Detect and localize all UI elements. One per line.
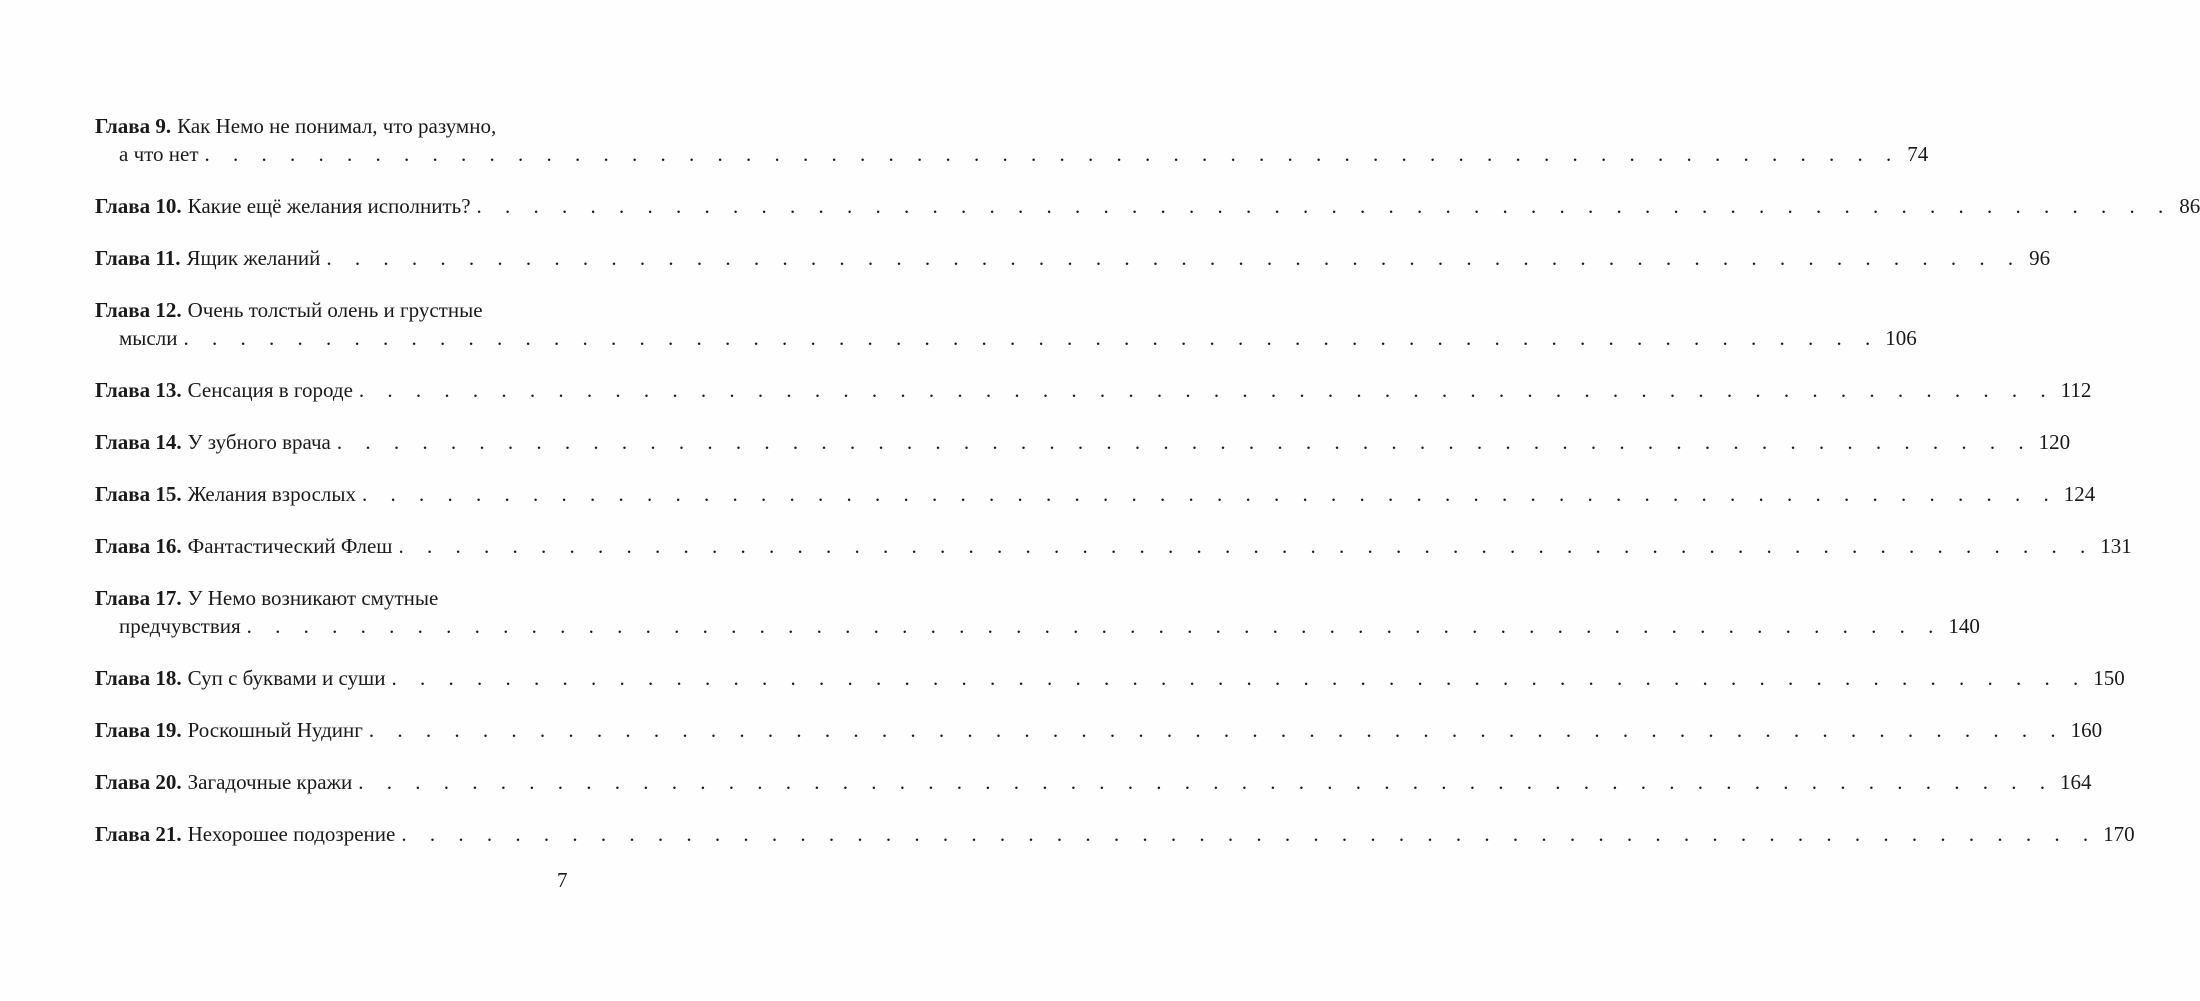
chapter-label: Глава 18. [95, 666, 182, 690]
chapter-page-number: 112 [2060, 378, 2092, 402]
table-of-contents [95, 112, 2200, 872]
toc-entry [95, 192, 2200, 220]
toc-entry-line [95, 820, 2135, 848]
dot-leader: . . . . . . . . . . . . . . . . . . . . . . . . . . . . . . . . . . . . . . . . . . . . . . . . . . . . . . . . . . . . [358, 378, 2055, 402]
toc-entry-line [95, 664, 2125, 692]
toc-entry-line [95, 244, 2051, 272]
chapter-title: Суп с буквами и суши [187, 666, 386, 690]
toc-entry [95, 768, 2092, 796]
chapter-label: Глава 11. [95, 246, 181, 270]
dot-leader: . . . . . . . . . . . . . . . . . . . . . . . . . . . . . . . . . . . . . . . . . . . . . . . . . . . . . . . . . . . . [401, 822, 2098, 846]
toc-entry [95, 376, 2092, 404]
dot-leader: . . . . . . . . . . . . . . . . . . . . . . . . . . . . . . . . . . . . . . . . . . . . . . . . . . . . . . . . . . . . [358, 770, 2055, 794]
toc-entry-line [95, 480, 2096, 508]
toc-entry-line [95, 612, 1980, 640]
chapter-label: Глава 10. [95, 194, 182, 218]
toc-entry-line [95, 296, 575, 324]
page-number: 7 [557, 868, 568, 892]
dot-leader: . . . . . . . . . . . . . . . . . . . . . . . . . . . . . . . . . . . . . . . . . . . . . . . . . . . . . . . . . . . . [398, 534, 2095, 558]
toc-entry-line [95, 584, 575, 612]
chapter-label: Глава 13. [95, 378, 182, 402]
chapter-title: Как Немо не понимал, что разумно, [177, 114, 497, 138]
chapter-title: Загадочные кражи [187, 770, 353, 794]
chapter-title: а что нет [119, 142, 199, 166]
chapter-label: Глава 9. [95, 114, 172, 138]
chapter-title: предчувствия [119, 614, 241, 638]
chapter-title: Нехорошее подозрение [187, 822, 396, 846]
toc-entry-line [95, 324, 1917, 352]
chapter-label: Глава 17. [95, 586, 182, 610]
chapter-title: Фантастический Флеш [187, 534, 393, 558]
toc-entry-line [95, 376, 2092, 404]
chapter-label: Глава 14. [95, 430, 182, 454]
dot-leader: . . . . . . . . . . . . . . . . . . . . . . . . . . . . . . . . . . . . . . . . . . . . . . . . . . . . . . . . . . . . [246, 614, 1943, 638]
dot-leader: . . . . . . . . . . . . . . . . . . . . . . . . . . . . . . . . . . . . . . . . . . . . . . . . . . . . . . . . . . . . [391, 666, 2088, 690]
chapter-page-number: 170 [2103, 822, 2135, 846]
dot-leader: . . . . . . . . . . . . . . . . . . . . . . . . . . . . . . . . . . . . . . . . . . . . . . . . . . . . . . . . . . . . [476, 194, 2173, 218]
toc-entry-line [95, 428, 2071, 456]
dot-leader: . . . . . . . . . . . . . . . . . . . . . . . . . . . . . . . . . . . . . . . . . . . . . . . . . . . . . . . . . . . . [362, 482, 2058, 506]
toc-entry-line [95, 716, 2103, 744]
chapter-title: У зубного врача [187, 430, 331, 454]
chapter-label: Глава 20. [95, 770, 182, 794]
dot-leader: . . . . . . . . . . . . . . . . . . . . . . . . . . . . . . . . . . . . . . . . . . . . . . . . . . . . . . . . . . . . [183, 326, 1880, 350]
chapter-title: мысли [119, 326, 178, 350]
chapter-page-number: 96 [2029, 246, 2051, 270]
chapter-page-number: 86 [2179, 194, 2200, 218]
chapter-page-number: 74 [1907, 142, 1929, 166]
dot-leader: . . . . . . . . . . . . . . . . . . . . . . . . . . . . . . . . . . . . . . . . . . . . . . . . . . . . . . . . . . . . [326, 246, 2023, 270]
chapter-title: Очень толстый олень и грустные [187, 298, 483, 322]
toc-entry [95, 296, 1917, 352]
chapter-title: У Немо возникают смутные [187, 586, 439, 610]
toc-entry [95, 716, 2103, 744]
chapter-page-number: 120 [2038, 430, 2071, 454]
chapter-page-number: 150 [2093, 666, 2125, 690]
dot-leader: . . . . . . . . . . . . . . . . . . . . . . . . . . . . . . . . . . . . . . . . . . . . . . . . . . . . . . . . . . . . [204, 142, 1901, 166]
toc-entry [95, 428, 2071, 456]
toc-entry-line [95, 112, 575, 140]
chapter-label: Глава 12. [95, 298, 182, 322]
chapter-page-number: 160 [2070, 718, 2103, 742]
chapter-page-number: 164 [2060, 770, 2092, 794]
toc-entry-line [95, 532, 2132, 560]
chapter-title: Роскошный Нудинг [187, 718, 363, 742]
toc-entry [95, 664, 2125, 692]
toc-entry-line [95, 768, 2092, 796]
toc-entry [95, 820, 2135, 848]
toc-entry [95, 480, 2096, 508]
chapter-page-number: 124 [2063, 482, 2096, 506]
chapter-label: Глава 15. [95, 482, 182, 506]
chapter-page-number: 106 [1885, 326, 1917, 350]
chapter-title: Ящик желаний [186, 246, 321, 270]
chapter-label: Глава 19. [95, 718, 182, 742]
toc-entry [95, 584, 1980, 640]
dot-leader: . . . . . . . . . . . . . . . . . . . . . . . . . . . . . . . . . . . . . . . . . . . . . . . . . . . . . . . . . . . . [336, 430, 2033, 454]
chapter-page-number: 140 [1948, 614, 1980, 638]
toc-entry [95, 244, 2051, 272]
chapter-label: Глава 21. [95, 822, 182, 846]
toc-entry [95, 112, 1929, 168]
toc-entry [95, 532, 2132, 560]
dot-leader: . . . . . . . . . . . . . . . . . . . . . . . . . . . . . . . . . . . . . . . . . . . . . . . . . . . . . . . . . . . . [368, 718, 2065, 742]
toc-entry-line [95, 140, 1929, 168]
chapter-page-number: 131 [2100, 534, 2132, 558]
toc-entry-line [95, 192, 2200, 220]
chapter-title: Какие ещё желания исполнить? [187, 194, 471, 218]
chapter-label: Глава 16. [95, 534, 182, 558]
chapter-title: Желания взрослых [187, 482, 357, 506]
chapter-title: Сенсация в городе [187, 378, 353, 402]
